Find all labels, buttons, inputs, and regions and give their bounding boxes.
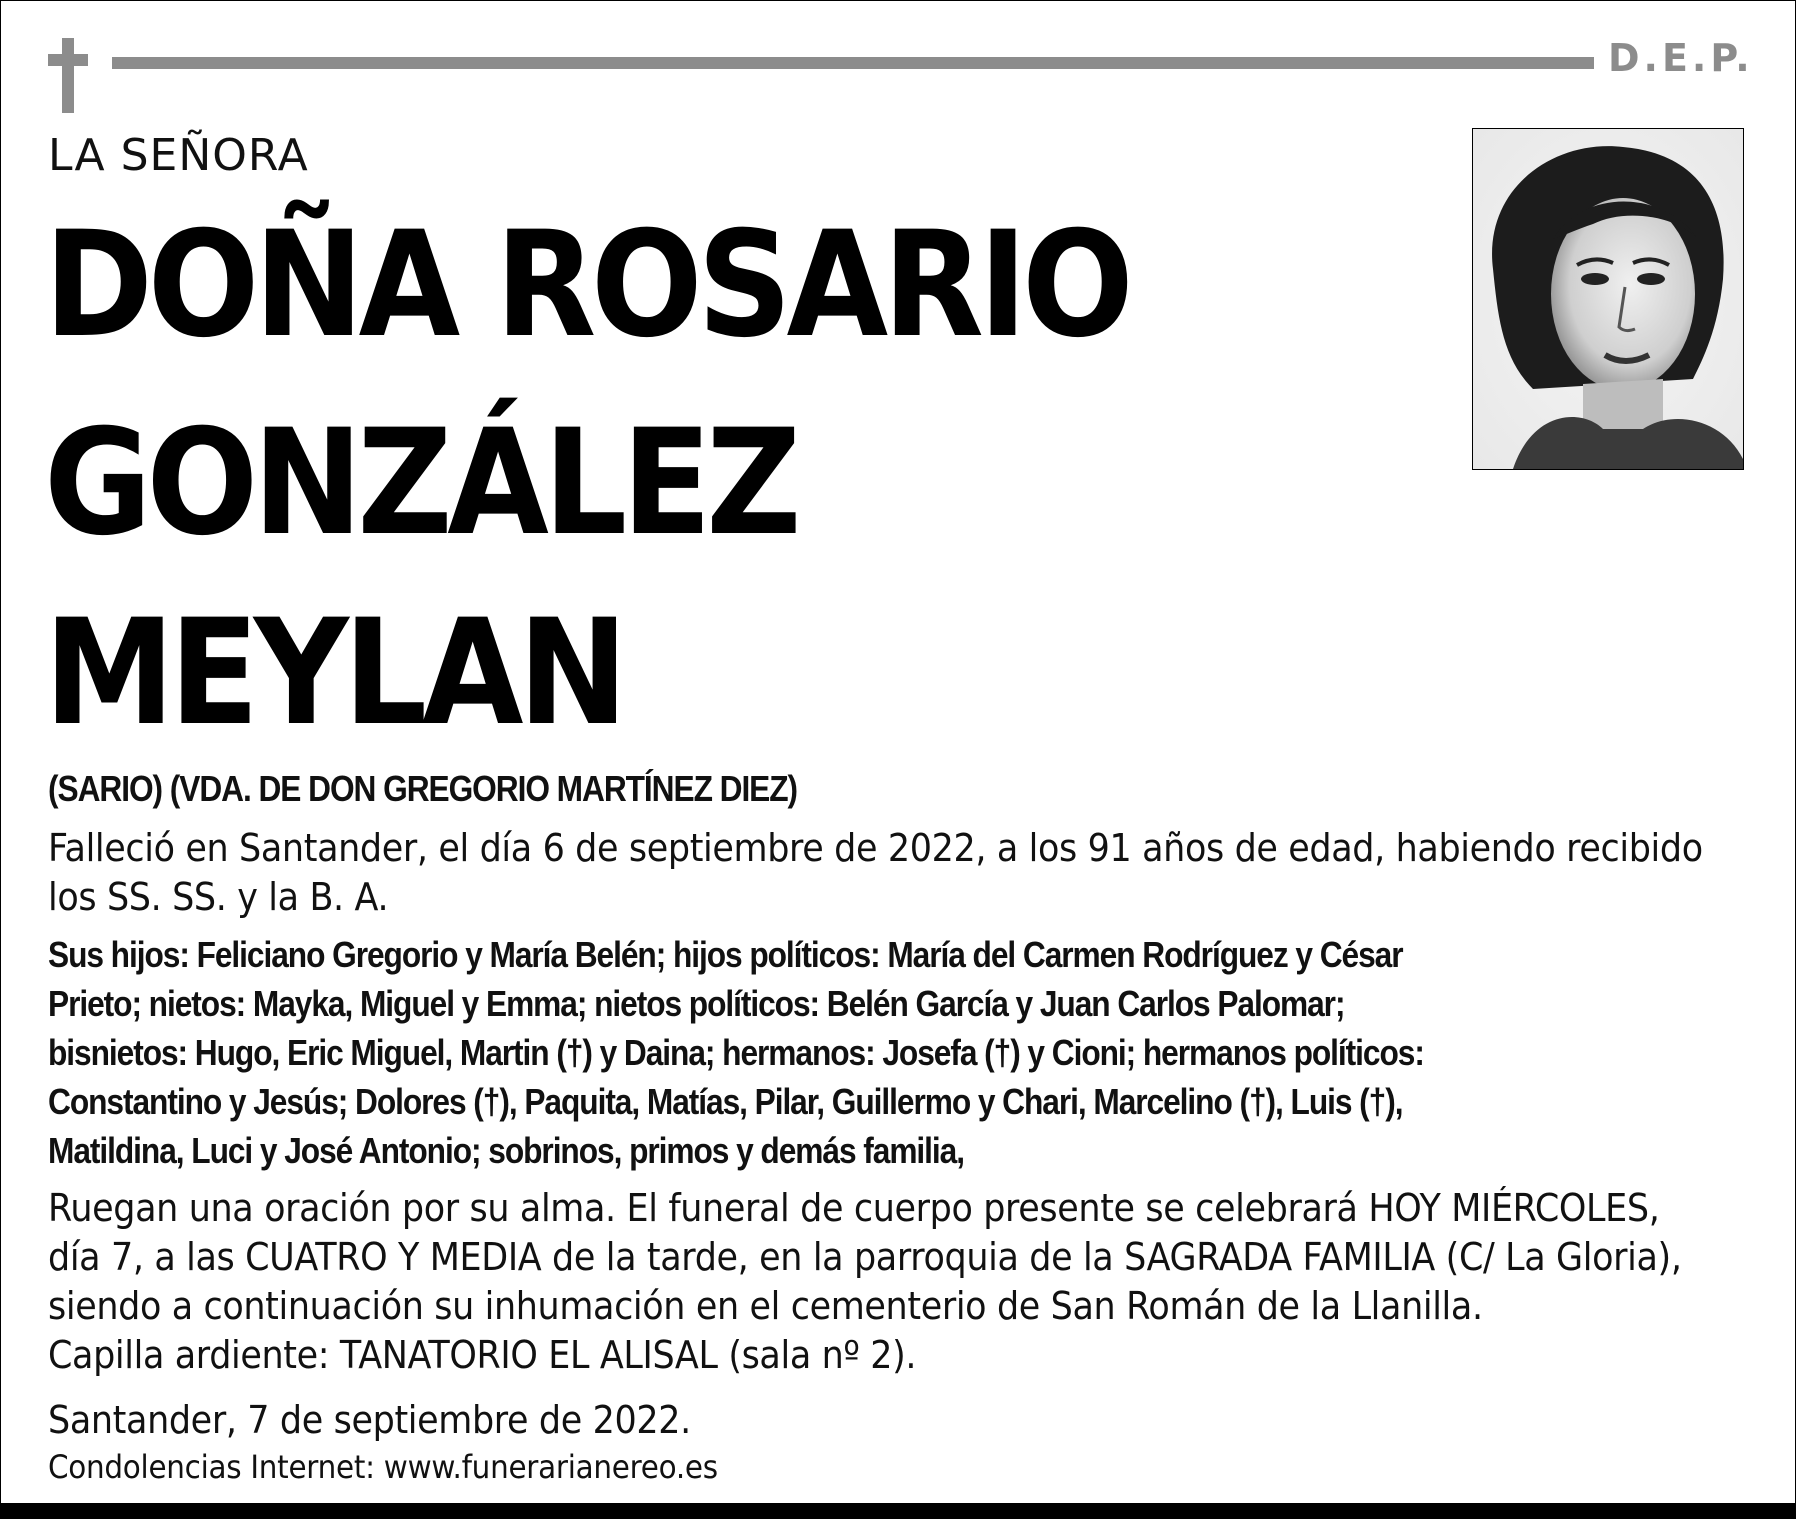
place-date: Santander, 7 de septiembre de 2022.	[48, 1398, 691, 1442]
deceased-name-line-2: GONZÁLEZ	[44, 398, 797, 568]
header-rule	[112, 57, 1594, 69]
title-prefix: LA SEÑORA	[48, 130, 309, 181]
deceased-name-line-1: DOÑA ROSARIO	[44, 200, 1129, 370]
service-line-3: siendo a continuación su inhumación en el cementerio de San Román de la Llanilla.	[48, 1284, 1483, 1328]
service-line-2: día 7, a las CUATRO Y MEDIA de la tarde, en la parroquia de la SAGRADA FAMILIA (C/ La Gloria),	[48, 1235, 1682, 1279]
family-line-1: Sus hijos: Feliciano Gregorio y María Belén; hijos políticos: María del Carmen Rodríguez y César	[48, 934, 1403, 975]
bottom-rule	[0, 1503, 1796, 1519]
family-line-4: Constantino y Jesús; Dolores (†), Paquita, Matías, Pilar, Guillermo y Chari, Marcelino (†), Luis (†),	[48, 1081, 1403, 1122]
portrait-photo	[1472, 128, 1744, 470]
subtitle: (SARIO) (VDA. DE DON GREGORIO MARTÍNEZ DIEZ)	[48, 768, 798, 809]
deceased-name-line-3: MEYLAN	[44, 588, 623, 758]
family-line-3: bisnietos: Hugo, Eric Miguel, Martin (†) y Daina; hermanos: Josefa (†) y Cioni; hermanos políticos:	[48, 1032, 1424, 1073]
dep-label: D.E.P.	[1608, 36, 1754, 80]
family-line-5: Matildina, Luci y José Antonio; sobrinos, primos y demás familia,	[48, 1130, 964, 1171]
family-line-2: Prieto; nietos: Mayka, Miguel y Emma; nietos políticos: Belén García y Juan Carlos Palomar;	[48, 983, 1345, 1024]
service-line-4: Capilla ardiente: TANATORIO EL ALISAL (sala nº 2).	[48, 1333, 917, 1377]
death-notice-line-1: Falleció en Santander, el día 6 de septiembre de 2022, a los 91 años de edad, habiendo recibido	[48, 826, 1703, 870]
condolences-link[interactable]: Condolencias Internet: www.funerarianereo.es	[48, 1448, 718, 1486]
cross-icon	[48, 38, 88, 113]
death-notice-line-2: los SS. SS. y la B. A.	[48, 875, 389, 919]
service-line-1: Ruegan una oración por su alma. El funeral de cuerpo presente se celebrará HOY MIÉRCOLES,	[48, 1186, 1660, 1230]
